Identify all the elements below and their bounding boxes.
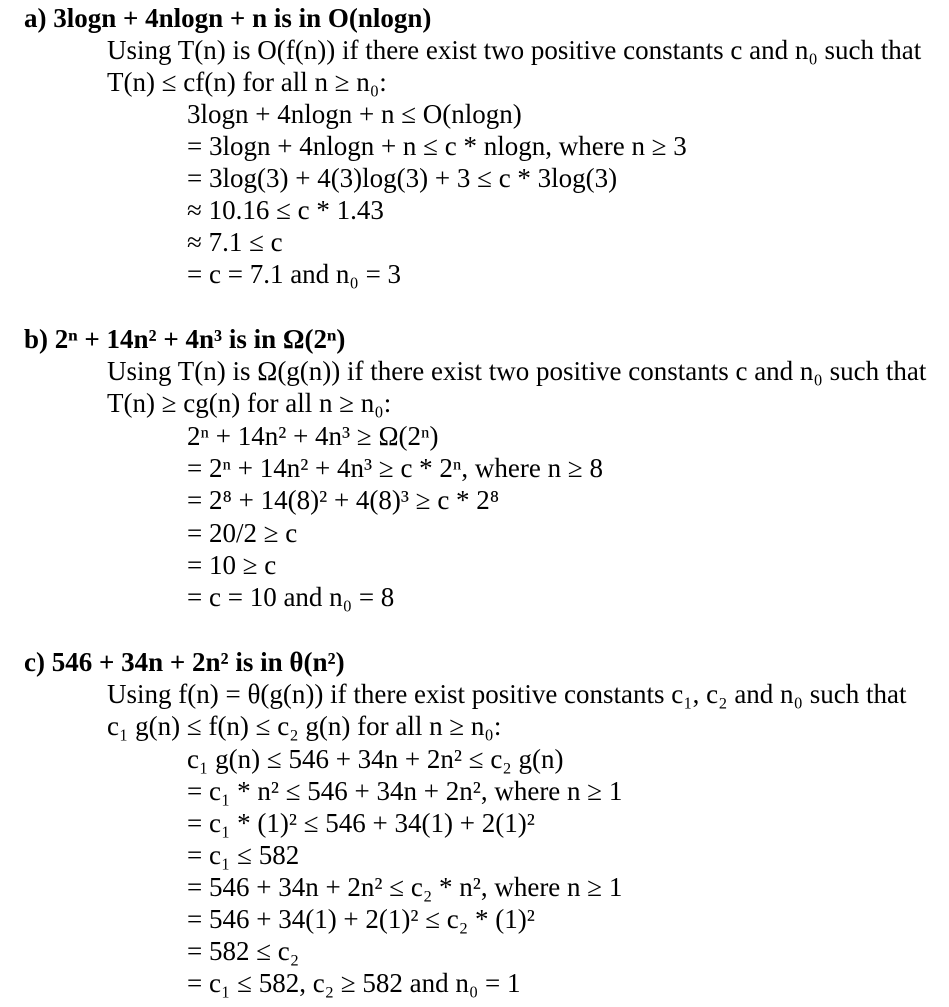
section-c-step-8: = c₁ ≤ 582, c₂ ≥ 582 and n₀ = 1 — [187, 968, 521, 998]
section-a-step-5: ≈ 7.1 ≤ c — [187, 227, 283, 257]
section-b-step-1: 2ⁿ + 14n² + 4n³ ≥ Ω(2ⁿ) — [187, 421, 439, 451]
section-c-step-7: = 582 ≤ c₂ — [187, 936, 300, 966]
section-c-step-4: = c₁ ≤ 582 — [187, 840, 300, 870]
section-b-step-6: = c = 10 and n₀ = 8 — [187, 582, 395, 612]
section-c-heading: c) 546 + 34n + 2n² is in θ(n²) — [24, 647, 345, 677]
section-b-step-3: = 2⁸ + 14(8)² + 4(8)³ ≥ c * 2⁸ — [187, 485, 500, 515]
section-b-step-4: = 20/2 ≥ c — [187, 518, 298, 548]
section-c-step-5: = 546 + 34n + 2n² ≤ c₂ * n², where n ≥ 1 — [187, 872, 623, 902]
section-b-intro-line-2: T(n) ≥ cg(n) for all n ≥ n₀: — [107, 388, 392, 418]
section-b-heading: b) 2ⁿ + 14n² + 4n³ is in Ω(2ⁿ) — [24, 324, 346, 354]
section-b-step-2: = 2ⁿ + 14n² + 4n³ ≥ c * 2ⁿ, where n ≥ 8 — [187, 453, 603, 483]
section-a-step-6: = c = 7.1 and n₀ = 3 — [187, 259, 402, 289]
section-c-step-2: = c₁ * n² ≤ 546 + 34n + 2n², where n ≥ 1 — [187, 776, 623, 806]
section-a-step-4: ≈ 10.16 ≤ c * 1.43 — [187, 195, 384, 225]
section-b-intro-line-1: Using T(n) is Ω(g(n)) if there exist two positive constants c and n₀ such that — [107, 356, 927, 386]
section-c-intro-line-1: Using f(n) = θ(g(n)) if there exist positive constants c₁, c₂ and n₀ such that — [107, 679, 907, 709]
section-a-intro-line-2: T(n) ≤ cf(n) for all n ≥ n₀: — [107, 67, 387, 97]
section-b-step-5: = 10 ≥ c — [187, 550, 277, 580]
section-a-step-2: = 3logn + 4nlogn + n ≤ c * nlogn, where n ≥ 3 — [187, 131, 687, 161]
section-a-intro-line-1: Using T(n) is O(f(n)) if there exist two positive constants c and n₀ such that — [107, 35, 922, 65]
section-a-step-3: = 3log(3) + 4(3)log(3) + 3 ≤ c * 3log(3) — [187, 163, 618, 193]
section-c-step-1: c₁ g(n) ≤ 546 + 34n + 2n² ≤ c₂ g(n) — [187, 744, 564, 774]
section-a-heading: a) 3logn + 4nlogn + n is in O(nlogn) — [24, 3, 432, 33]
section-a-step-1: 3logn + 4nlogn + n ≤ O(nlogn) — [187, 99, 522, 129]
section-c-step-6: = 546 + 34(1) + 2(1)² ≤ c₂ * (1)² — [187, 904, 535, 934]
section-c-step-3: = c₁ * (1)² ≤ 546 + 34(1) + 2(1)² — [187, 808, 535, 838]
section-c-intro-line-2: c₁ g(n) ≤ f(n) ≤ c₂ g(n) for all n ≥ n₀: — [107, 711, 502, 741]
